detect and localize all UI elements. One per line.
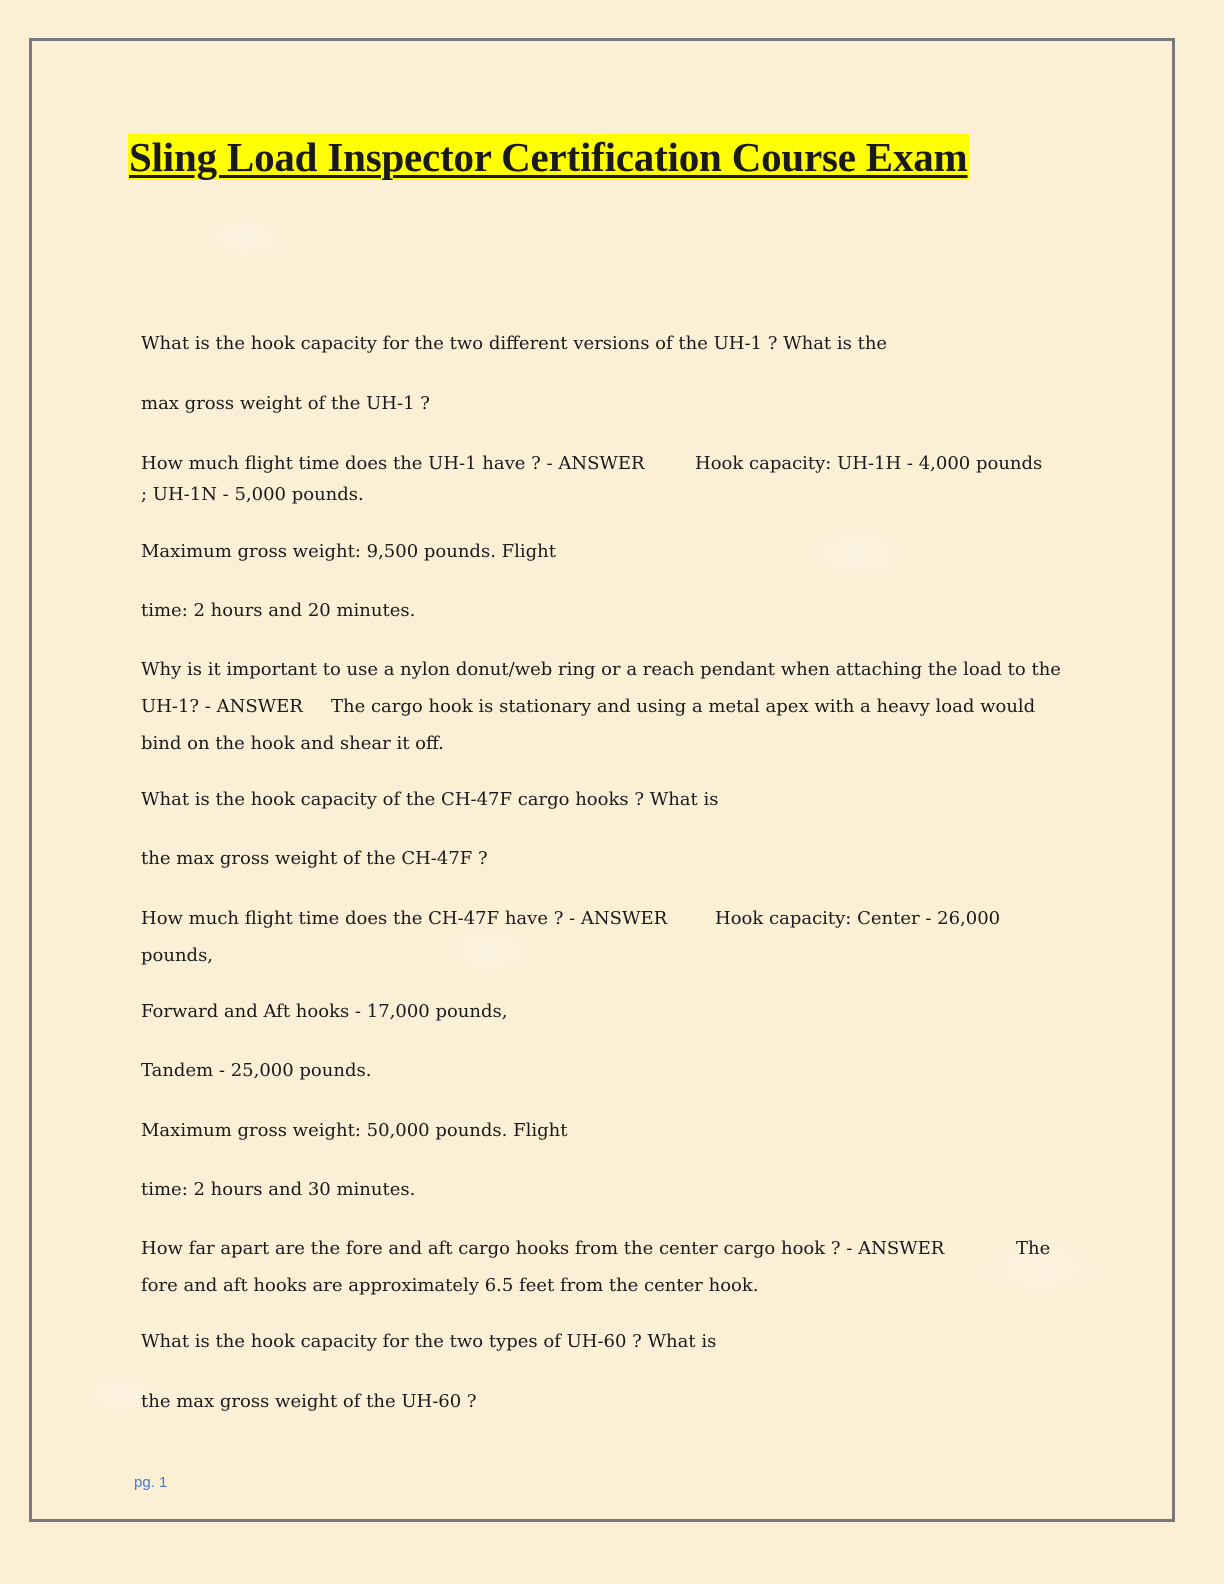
line-3: How much flight time does the UH-1 have ? - ANSWER <box>141 453 645 474</box>
line-11: the max gross weight of the CH-47F ? <box>141 848 488 869</box>
line-3-answer: Hook capacity: UH-1H - 4,000 pounds <box>695 453 1043 474</box>
line-17: time: 2 hours and 30 minutes. <box>141 1179 416 1200</box>
line-4: ; UH-1N - 5,000 pounds. <box>141 484 364 505</box>
line-8-answer: The cargo hook is stationary and using a metal apex with a heavy load would <box>331 696 1036 717</box>
page-number: pg. 1 <box>134 1474 168 1491</box>
line-18-answer: The <box>1016 1238 1051 1259</box>
line-5: Maximum gross weight: 9,500 pounds. Flight <box>141 541 556 562</box>
line-2: max gross weight of the UH-1 ? <box>141 393 430 414</box>
line-7: Why is it important to use a nylon donut/web ring or a reach pendant when attaching the load to the <box>141 659 1061 680</box>
line-18: How far apart are the fore and aft cargo hooks from the center cargo hook ? - ANSWER <box>141 1238 945 1259</box>
line-12-answer: Hook capacity: Center - 26,000 <box>715 908 1001 929</box>
line-21: the max gross weight of the UH-60 ? <box>141 1391 477 1412</box>
document-title-text: Sling Load Inspector Certification Course Exam <box>129 134 968 180</box>
line-13: pounds, <box>141 945 214 966</box>
line-14: Forward and Aft hooks - 17,000 pounds, <box>141 1001 508 1022</box>
line-10: What is the hook capacity of the CH-47F cargo hooks ? What is <box>141 789 719 810</box>
line-20: What is the hook capacity for the two types of UH-60 ? What is <box>141 1331 717 1352</box>
line-12: How much flight time does the CH-47F have ? - ANSWER <box>141 908 668 929</box>
line-16: Maximum gross weight: 50,000 pounds. Flight <box>141 1120 568 1141</box>
line-8: UH-1? - ANSWER <box>141 696 303 717</box>
line-6: time: 2 hours and 20 minutes. <box>141 600 416 621</box>
document-title <box>128 132 969 182</box>
line-15: Tandem - 25,000 pounds. <box>141 1060 372 1081</box>
line-9: bind on the hook and shear it off. <box>141 733 444 754</box>
line-19: fore and aft hooks are approximately 6.5 feet from the center hook. <box>141 1275 759 1296</box>
line-1: What is the hook capacity for the two different versions of the UH-1 ? What is the <box>141 333 888 354</box>
